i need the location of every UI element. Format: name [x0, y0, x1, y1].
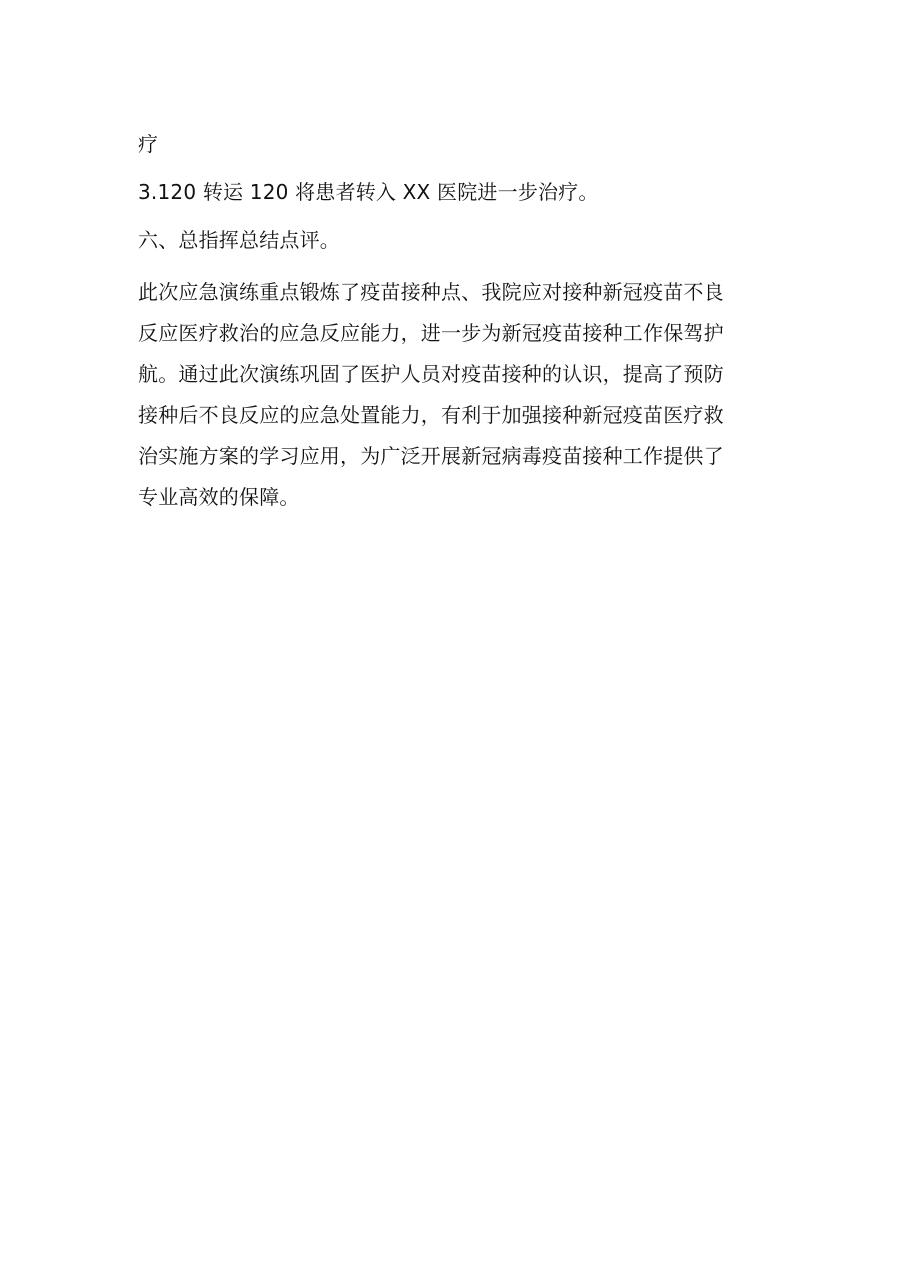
document-body [138, 127, 778, 518]
summary-line: 治实施方案的学习应用，为广泛开展新冠病毒疫苗接种工作提供了 [138, 444, 724, 468]
summary-paragraph [138, 272, 778, 518]
text-line-step-3: 3.120 转运 120 将患者转入 XX 医院进一步治疗。 [138, 180, 599, 204]
summary-line: 反应医疗救治的应急反应能力，进一步为新冠疫苗接种工作保驾护 [138, 321, 724, 345]
section-heading-six: 六、总指挥总结点评。 [138, 228, 340, 252]
summary-line: 专业高效的保障。 [138, 485, 300, 509]
line-spacer [138, 210, 778, 223]
summary-line: 航。通过此次演练巩固了医护人员对疫苗接种的认识，提高了预防 [138, 362, 724, 386]
line-spacer [138, 162, 778, 175]
summary-line: 接种后不良反应的应急处置能力，有利于加强接种新冠疫苗医疗救 [138, 403, 724, 427]
line-spacer [138, 258, 778, 272]
text-line-continuation: 疗 [138, 132, 159, 156]
summary-line: 此次应急演练重点锻炼了疫苗接种点、我院应对接种新冠疫苗不良 [138, 280, 724, 304]
